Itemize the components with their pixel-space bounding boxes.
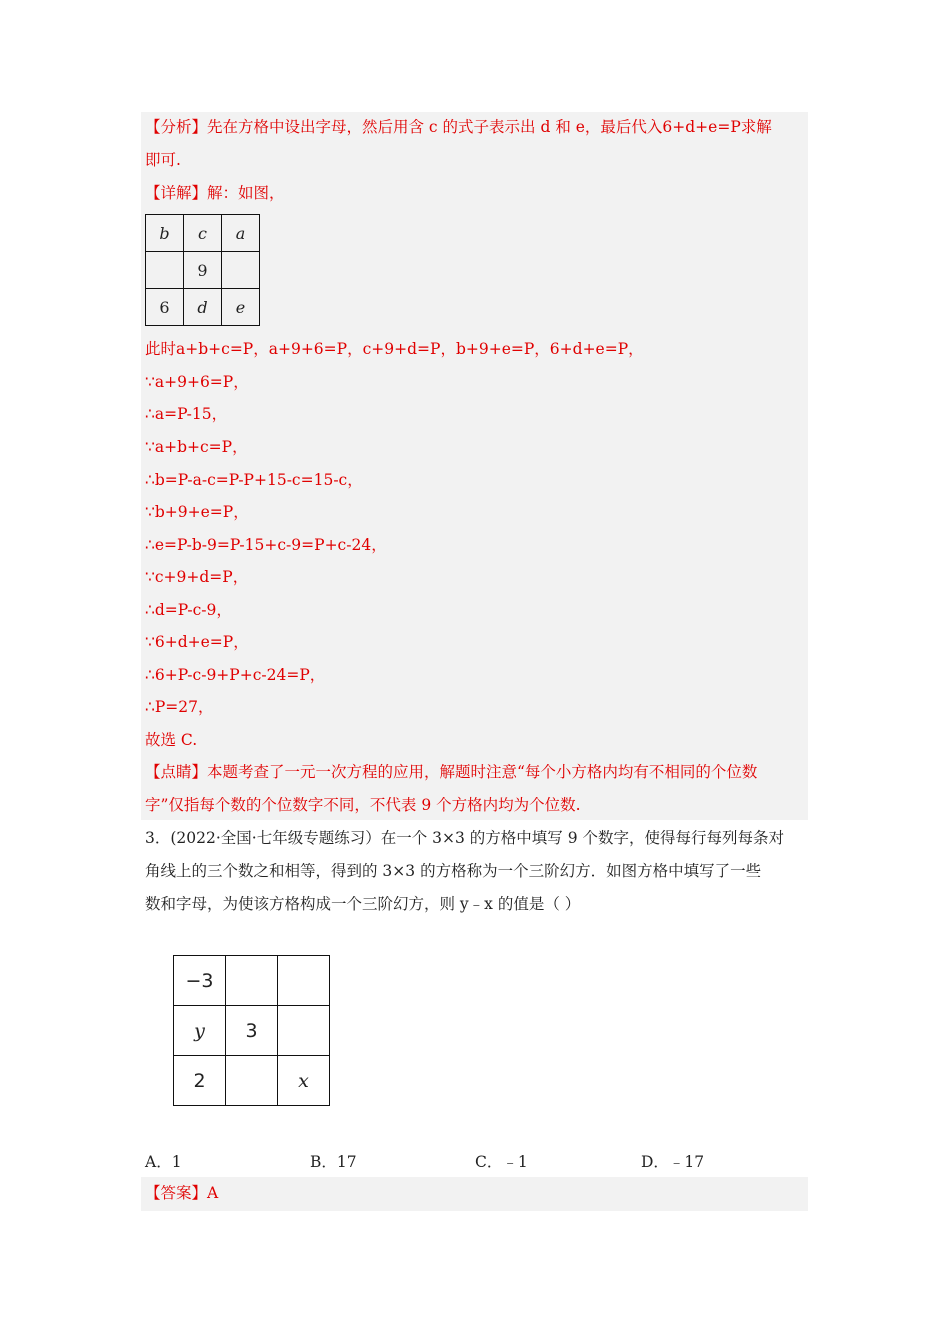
question-line-1: 3．(2022·全国·七年级专题练习）在一个 3×3 的方格中填写 9 个数字，使得每行每列每条对 — [145, 829, 784, 847]
grid2-cell: 2 — [174, 1056, 226, 1106]
comment-line-1: 【点睛】本题考查了一元一次方程的应用，解题时注意“每个小方格内均有不相同的个位数 — [145, 763, 758, 781]
solution-step: ∵6+d+e=P， — [145, 633, 249, 651]
question-line-2: 角线上的三个数之和相等，得到的 3×3 的方格称为一个三阶幻方．如图方格中填写了一些 — [145, 862, 762, 880]
solution-step: ∵a+b+c=P， — [145, 438, 248, 456]
option-c[interactable]: C．﹣1 — [475, 1153, 528, 1171]
grid2-cell — [226, 956, 278, 1006]
grid2-cell — [278, 1006, 330, 1056]
grid1-cell: e — [222, 289, 260, 326]
detail-intro: 【详解】解：如图， — [145, 184, 285, 202]
grid1-cell: b — [146, 215, 184, 252]
answer: 【答案】A — [145, 1184, 219, 1202]
grid1-cell — [146, 252, 184, 289]
solution-step: ∴e=P-b-9=P-15+c-9=P+c-24， — [145, 536, 387, 554]
solution-step: ∵b+9+e=P， — [145, 503, 249, 521]
option-b[interactable]: B．17 — [310, 1153, 357, 1171]
analysis-line-2: 即可. — [145, 151, 181, 169]
grid2-cell — [226, 1056, 278, 1106]
grid2-cell — [278, 956, 330, 1006]
magic-square-grid — [173, 955, 330, 1106]
answer-background — [141, 1177, 808, 1211]
solution-step: ∴b=P-a-c=P-P+15-c=15-c， — [145, 471, 363, 489]
grid1-cell: d — [184, 289, 222, 326]
grid2-cell: −3 — [174, 956, 226, 1006]
grid1-cell: 9 — [184, 252, 222, 289]
grid2-cell: 3 — [226, 1006, 278, 1056]
letter-grid — [145, 214, 260, 326]
solution-step: ∴P=27， — [145, 698, 214, 716]
comment-line-2: 字”仅指每个数的个位数字不同，不代表 9 个方格内均为个位数. — [145, 796, 581, 814]
grid1-cell: c — [184, 215, 222, 252]
grid1-cell — [222, 252, 260, 289]
grid1-cell: a — [222, 215, 260, 252]
conclusion: 故选 C. — [145, 731, 198, 749]
solution-step: ∵a+9+6=P， — [145, 373, 249, 391]
grid1-cell: 6 — [146, 289, 184, 326]
option-d[interactable]: D．﹣17 — [641, 1153, 705, 1171]
question-line-3: 数和字母，为使该方格构成一个三阶幻方，则 y﹣x 的值是（ ） — [145, 895, 581, 913]
solution-step: ∵c+9+d=P， — [145, 568, 249, 586]
solution-step: ∴6+P-c-9+P+c-24=P， — [145, 666, 326, 684]
solution-step: 此时a+b+c=P，a+9+6=P，c+9+d=P，b+9+e=P，6+d+e=P， — [145, 340, 644, 358]
grid2-cell: y — [174, 1006, 226, 1056]
solution-step: ∴d=P-c-9， — [145, 601, 232, 619]
solution-step: ∴a=P-15， — [145, 405, 228, 423]
analysis-line-1: 【分析】先在方格中设出字母，然后用含 c 的式子表示出 d 和 e，最后代入6+d+e=P求解 — [145, 118, 772, 136]
option-a[interactable]: A．1 — [145, 1153, 182, 1171]
grid2-cell: x — [278, 1056, 330, 1106]
